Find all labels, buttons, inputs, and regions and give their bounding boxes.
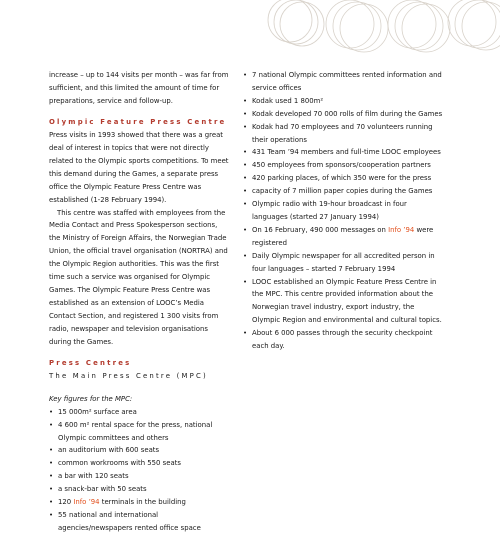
decorative-rings [262, 0, 500, 62]
list-item: • a snack-bar with 50 seats [49, 483, 230, 496]
list-item: • an auditorium with 600 seats [49, 444, 230, 457]
ofpc-paragraph-2: This centre was staffed with employees from the Media Contact and Press Spokesperson sections, the Ministry of Foreign Affairs, the Norwegian Trade Union, the official travel organisation (NORTRA) and the Olympic Region authorities. This was the first time such a service was organised for Olympic Games. The Olympic Feature Press Centre was established as an extension of LOOC’s Media Contact Section, and registered 1 300 visits from radio, newspaper and television organisations during the Games. [49, 208, 228, 346]
list-item: • a bar with 120 seats [49, 470, 230, 483]
list-item: • About 6 000 passes through the security checkpoint each day. [243, 327, 443, 353]
list-item: • Daily Olympic newspaper for all accredited person in four languages – started 7 February 1994 [243, 250, 443, 276]
list-item-text: terminals in the building [99, 498, 186, 507]
main-press-centre-heading: The Main Press Centre (MPC) [49, 371, 208, 380]
list-item: • 7 national Olympic committees rented information and service offices [243, 69, 443, 95]
list-item-text: On 16 February, 490 000 messages on [252, 225, 389, 234]
left-column [49, 69, 230, 535]
list-item: • Kodak developed 70 000 rolls of film during the Games [243, 108, 443, 121]
info-94-highlight: Info ’94 [388, 225, 415, 234]
key-figures-label: Key figures for the MPC: [49, 394, 133, 403]
list-item: • common workrooms with 550 seats [49, 457, 230, 470]
right-column [243, 69, 443, 353]
info-94-highlight: Info ’94 [73, 498, 100, 507]
mpc-facts-list [243, 69, 443, 353]
list-item: • capacity of 7 million paper copies during the Games [243, 185, 443, 198]
press-centres-heading-block [49, 357, 230, 383]
list-item: • 450 employees from sponsors/cooperation partners [243, 159, 443, 172]
list-item-text: were registered [252, 225, 434, 247]
list-item: • Olympic radio with 19-hour broadcast in four languages (started 27 January 1994) [243, 198, 443, 224]
list-item: • 55 national and international agencies/newspapers rented office space [49, 509, 230, 535]
list-item: • Kodak used 1 800m² [243, 95, 443, 108]
list-item: • LOOC established an Olympic Feature Press Centre in the MPC. This centre provided information about the Norwegian travel industry, export industry, the Olympic Region and environmental and cultural topics. [243, 276, 443, 328]
list-item: • Kodak had 70 employees and 70 volunteers running their operations [243, 121, 443, 147]
list-item-text: 120 [58, 498, 74, 507]
list-item: • 420 parking places, of which 350 were for the press [243, 172, 443, 185]
list-item: • 4 600 m² rental space for the press, national Olympic committees and others [49, 419, 230, 445]
list-item: • 431 Team ’94 members and full-time LOOC employees [243, 146, 443, 159]
olympic-feature-press-centre-heading: Olympic Feature Press Centre [49, 118, 227, 127]
list-item: • 15 000m² surface area [49, 406, 230, 419]
list-item [243, 224, 443, 250]
list-item [49, 496, 230, 509]
ofpc-paragraph-1: Press visits in 1993 showed that there was a great deal of interest in topics that were not directly related to the Olympic sports competitions. To meet this demand during the Games, a separate press office the Olympic Feature Press Centre was established (1-28 February 1994). [49, 131, 229, 204]
press-centres-heading: Press Centres [49, 359, 132, 368]
mpc-key-figures-list [49, 406, 230, 535]
intro-paragraph: increase – up to 144 visits per month – was far from sufficient, and this limited the amount of time for preparations, service and follow-up. [49, 71, 229, 105]
